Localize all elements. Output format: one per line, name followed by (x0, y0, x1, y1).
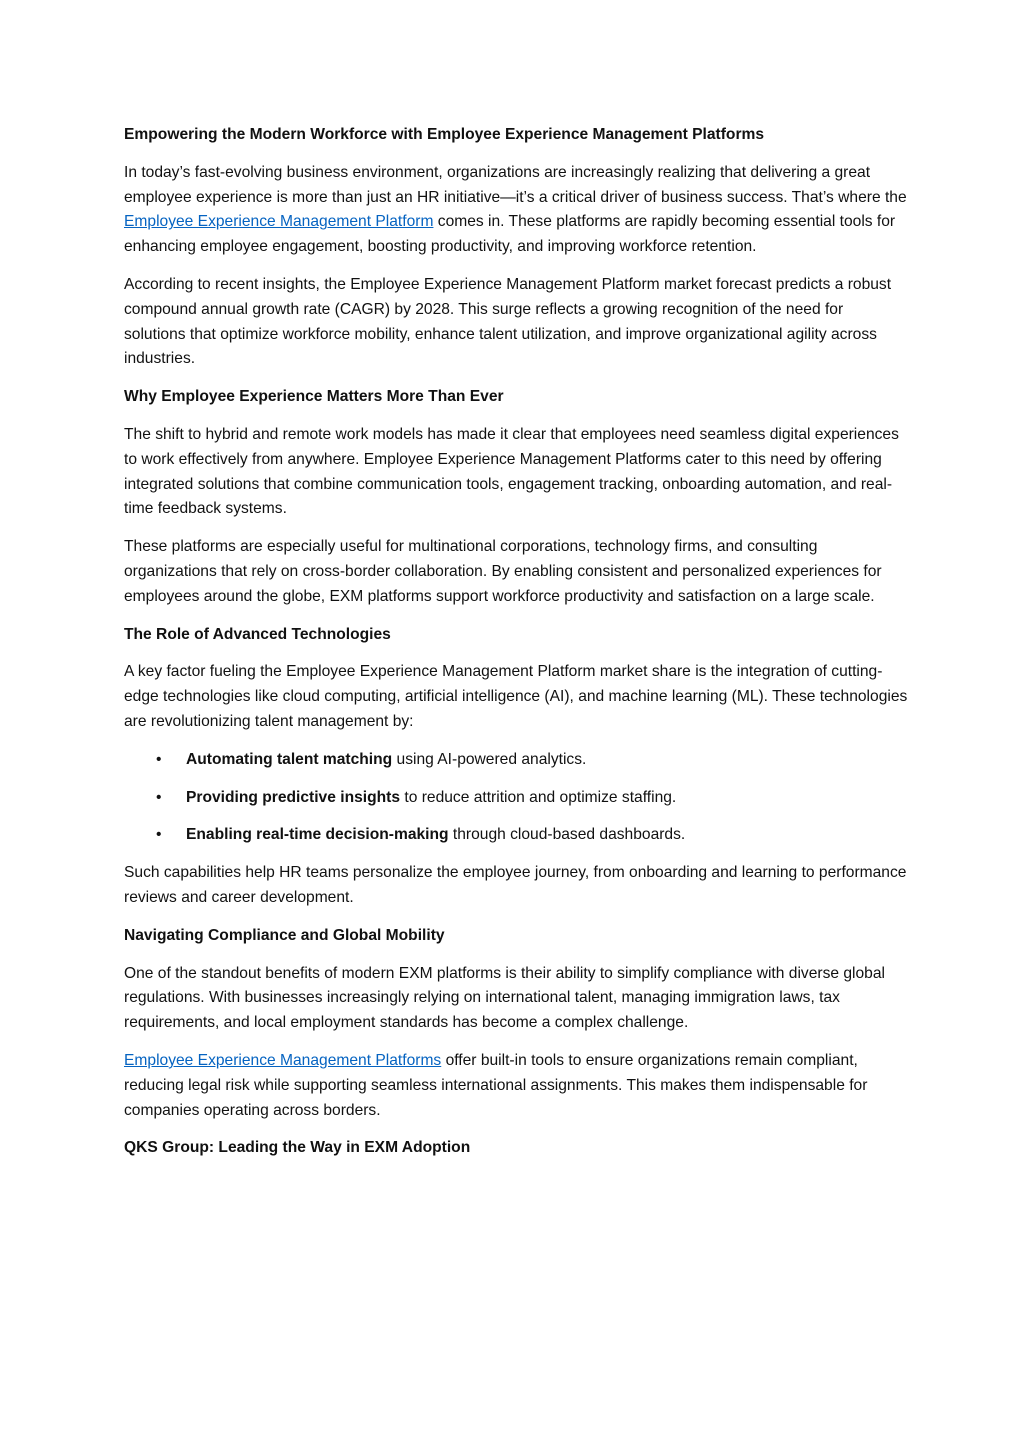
list-item (124, 748, 909, 773)
section-heading-tech: The Role of Advanced Technologies (124, 625, 391, 643)
compliance-paragraph-1: One of the standout benefits of modern EXM platforms is their ability to simplify compliance with diverse global regulations. With businesses increasingly relying on international talent, managing immigration laws, tax requirements, and local employment standards has become a complex challenge. (124, 964, 885, 1032)
intro-paragraph-2: According to recent insights, the Employee Experience Management Platform market forecast predicts a robust compound annual growth rate (CAGR) by 2028. This surge reflects a growing recognition of the need for solutions that optimize workforce mobility, enhance talent utilization, and improve organizational agility across industries. (124, 275, 892, 368)
bullet-icon: • (156, 826, 162, 844)
section-heading-compliance: Navigating Compliance and Global Mobility (124, 926, 445, 944)
bullet-text: using AI-powered analytics. (392, 750, 587, 768)
compliance-paragraph-2 (124, 1049, 909, 1123)
exm-platforms-link[interactable]: Employee Experience Management Platforms (124, 1051, 442, 1069)
document-title: Empowering the Modern Workforce with Employee Experience Management Platforms (124, 126, 765, 143)
bullet-icon: • (156, 788, 162, 806)
list-item (124, 823, 909, 848)
bullet-icon: • (156, 750, 162, 768)
tech-bullet-list (124, 748, 909, 848)
list-item (124, 786, 909, 811)
why-paragraph-1: The shift to hybrid and remote work models has made it clear that employees need seamless digital experiences to work effectively from anywhere. Employee Experience Management Platforms cater to this need by offering integrated solutions that combine communication tools, engagement tracking, onboarding automation, and real-time feedback systems. (124, 425, 899, 518)
section-heading-qks: QKS Group: Leading the Way in EXM Adoption (124, 1139, 471, 1157)
intro-text-before-link: In today’s fast-evolving business environment, organizations are increasingly realizing that delivering a great employee experience is more than just an HR initiative—it’s a critical driver of business success. That’s where the (124, 163, 907, 206)
tech-paragraph-2: Such capabilities help HR teams personalize the employee journey, from onboarding and learning to performance reviews and career development. (124, 864, 907, 906)
tech-paragraph-1: A key factor fueling the Employee Experience Management Platform market share is the integration of cutting-edge technologies like cloud computing, artificial intelligence (AI), and machine learning (ML). These technologies are revolutionizing talent management by: (124, 663, 908, 730)
compliance-text-after-link: offer built-in tools to ensure organizations remain compliant, reducing legal risk while supporting seamless international assignments. This makes them indispensable for companies operating across borders. (124, 1051, 868, 1119)
bullet-text: through cloud-based dashboards. (448, 826, 686, 844)
bullet-text: to reduce attrition and optimize staffing. (400, 788, 677, 806)
bullet-bold-text: Enabling real-time decision-making (186, 826, 449, 844)
document-page (124, 123, 909, 1174)
bullet-bold-text: Automating talent matching (186, 750, 393, 768)
bullet-bold-text: Providing predictive insights (186, 788, 401, 806)
intro-paragraph-1 (124, 161, 909, 260)
exm-platform-link[interactable]: Employee Experience Management Platform (124, 213, 434, 231)
intro-text-after-link: comes in. These platforms are rapidly becoming essential tools for enhancing employee engagement, boosting productivity, and improving workforce retention. (124, 213, 896, 256)
why-paragraph-2: These platforms are especially useful for multinational corporations, technology firms, and consulting organizations that rely on cross-border collaboration. By enabling consistent and personalized experiences for employees around the globe, EXM platforms support workforce productivity and satisfaction on a large scale. (124, 538, 882, 605)
section-heading-why: Why Employee Experience Matters More Than Ever (124, 388, 504, 406)
